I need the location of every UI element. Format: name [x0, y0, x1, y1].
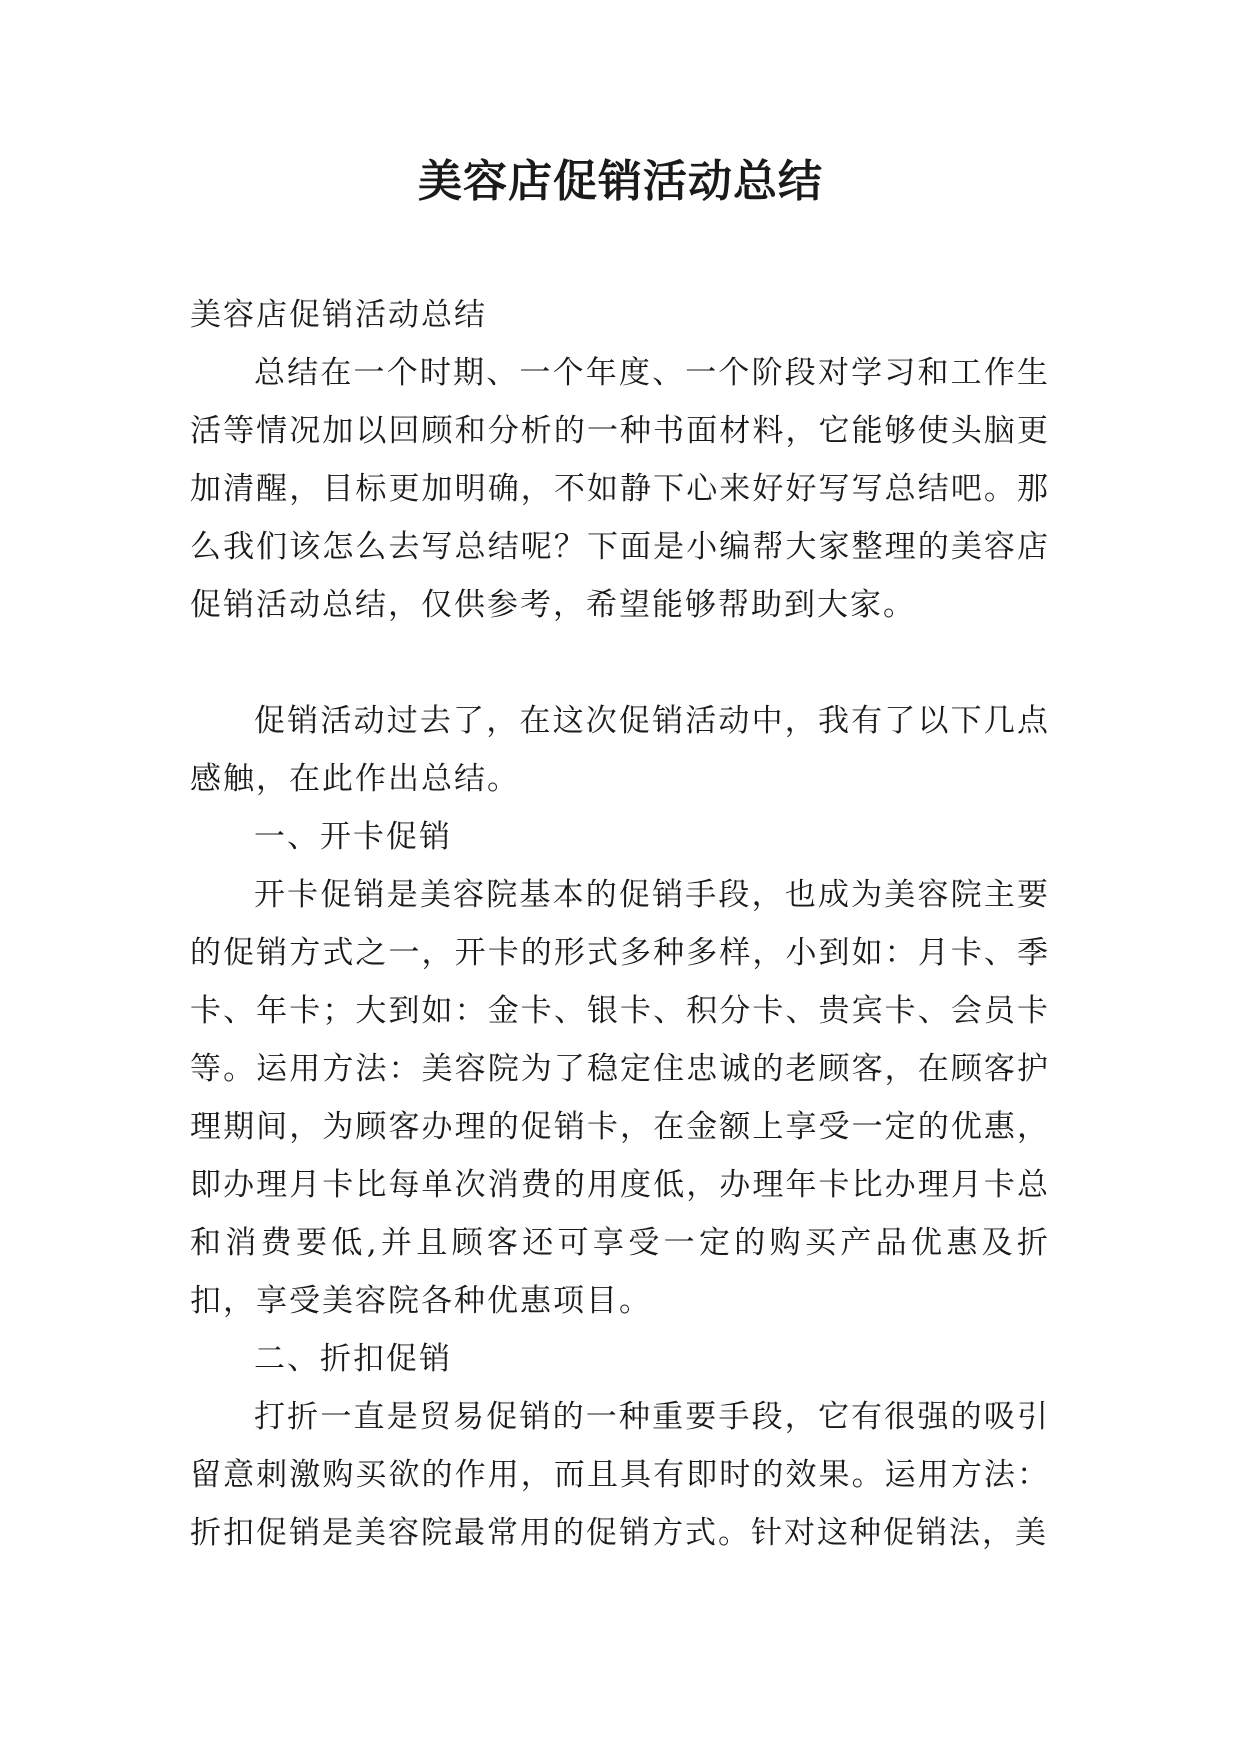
paragraph-card-promotion: 开卡促销是美容院基本的促销手段，也成为美容院主要的促销方式之一，开卡的形式多种多样，小到如：月卡、季卡、年卡；大到如：金卡、银卡、积分卡、贵宾卡、会员卡等。运用方法：美容院为了稳定住忠诚的老顾客，在顾客护理期间，为顾客办理的促销卡，在金额上享受一定的优惠，即办理月卡比每单次消费的用度低，办理年卡比办理月卡总和消费要低,并且顾客还可享受一定的购买产品优惠及折扣，享受美容院各种优惠项目。 [190, 877, 1050, 1319]
document-title: 美容店促销活动总结 [418, 156, 823, 207]
paragraph-heading: 美容店促销活动总结 [190, 297, 487, 333]
paragraph-intro: 总结在一个时期、一个年度、一个阶段对学习和工作生活等情况加以回顾和分析的一种书面材料，它能够使头脑更加清醒，目标更加明确，不如静下心来好好写写总结吧。那么我们该怎么去写总结呢？下面是小编帮大家整理的美容店促销活动总结，仅供参考，希望能够帮助到大家。 [190, 355, 1050, 623]
section-heading-discount-promotion: 二、折扣促销 [254, 1341, 452, 1377]
document-body [190, 286, 1050, 1562]
paragraph-summary: 促销活动过去了，在这次促销活动中，我有了以下几点感触，在此作出总结。 [190, 703, 1050, 797]
section-heading-card-promotion: 一、开卡促销 [254, 819, 452, 855]
paragraph-discount-promotion: 打折一直是贸易促销的一种重要手段，它有很强的吸引留意刺激购买欲的作用，而且具有即时的效果。运用方法：折扣促销是美容院最常用的促销方式。针对这种促销法，美 [190, 1399, 1050, 1551]
